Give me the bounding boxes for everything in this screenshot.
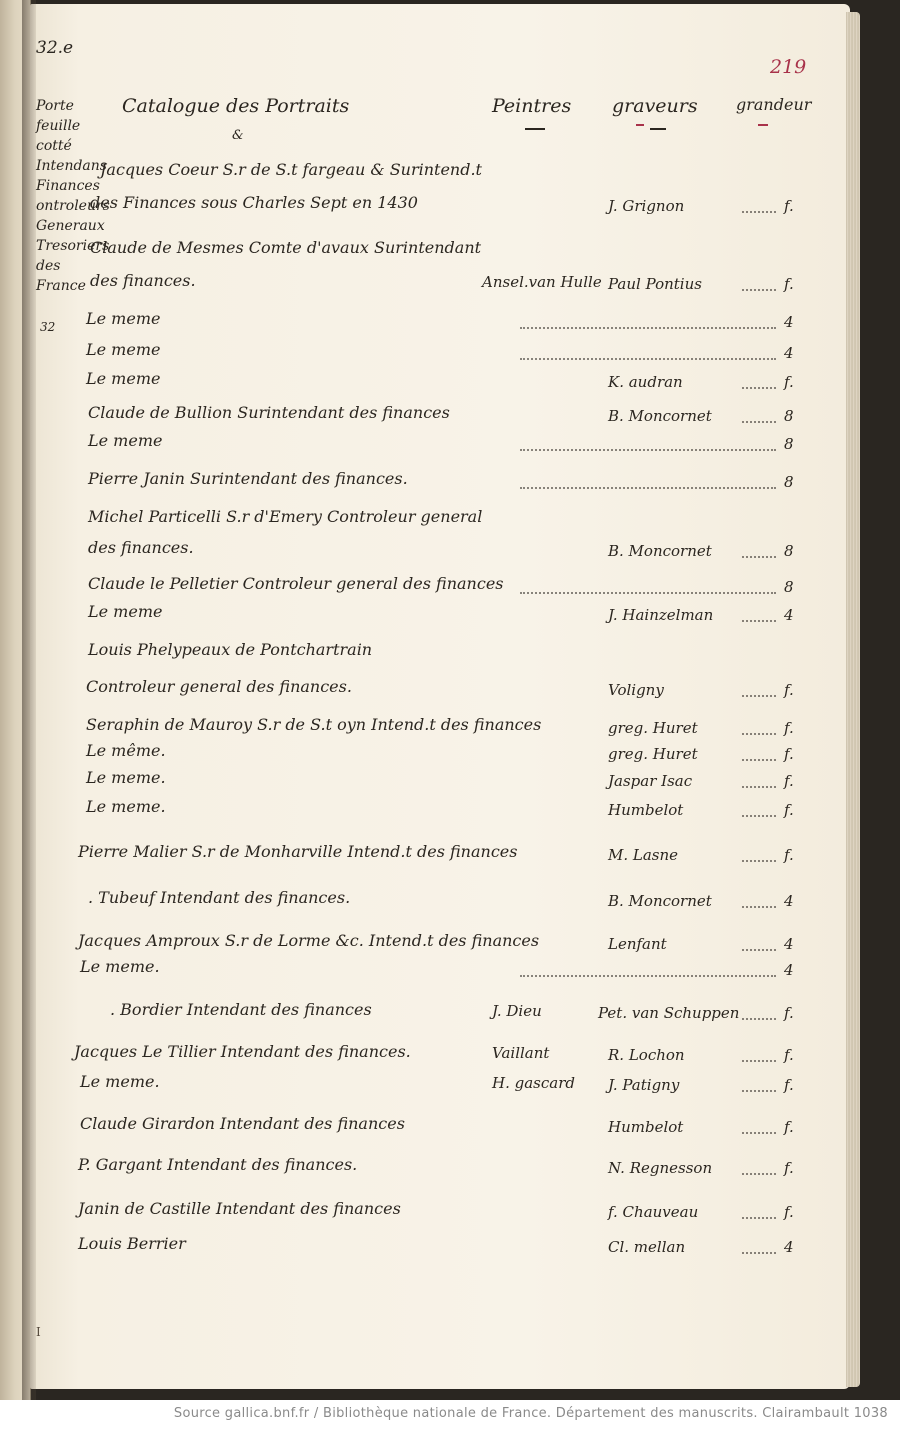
graveurs-underline-red [636,124,644,126]
leader-dots [742,860,776,862]
entry-engraver: Humbelot [608,1118,684,1136]
header-amp: & [232,128,244,143]
entry-size: f. [784,681,794,699]
leader-dots [742,1217,776,1219]
entry-engraver: J. Hainzelman [608,606,714,624]
entry-title: Le meme [86,309,161,328]
leader-dots [520,449,776,451]
header-graveurs: graveurs [612,95,698,117]
leader-dots [742,1018,776,1020]
folio-left: 32.e [36,38,74,58]
entry-title: Le meme [88,602,163,621]
leader-dots [520,487,776,489]
entry-title: . Bordier Intendant des finances [110,1000,372,1019]
entry-title: Le meme. [86,768,166,787]
entry-engraver: B. Moncornet [608,542,712,560]
entry-painter: H. gascard [492,1074,575,1092]
entry-size: 4 [784,892,794,910]
entry-engraver: Paul Pontius [608,275,702,293]
entry-engraver: Lenfant [608,935,667,953]
entry-title: Le même. [86,741,166,760]
entry-title: Le meme [88,431,163,450]
entry-size: f. [784,275,794,293]
entry-size: 4 [784,1238,794,1256]
entry-size: f. [784,1203,794,1221]
entry-title: Claude le Pelletier Controleur general des finances [88,574,504,593]
leader-dots [742,906,776,908]
leader-dots [742,421,776,423]
entry-size: 4 [784,961,794,979]
margin-number: 32 [40,320,56,334]
leader-dots [742,949,776,951]
entry-size: f. [784,1159,794,1177]
entry-title: Claude Girardon Intendant des finances [80,1114,405,1133]
header-peintres: Peintres [492,95,572,117]
entry-engraver: Voligny [608,681,664,699]
leader-dots [742,786,776,788]
leader-dots [742,387,776,389]
source-footer [0,1400,900,1430]
entry-size: 4 [784,344,794,362]
entry-engraver: Cl. mellan [608,1238,686,1256]
entry-size: f. [784,373,794,391]
entry-painter: J. Dieu [492,1002,542,1020]
entry-size: 8 [784,435,794,453]
entry-title: Louis Phelypeaux de Pontchartrain [88,640,373,659]
source-credit: Source gallica.bnf.fr / Bibliothèque nationale de France. Département des manuscrits. Clairambault 1038 [173,1406,888,1421]
leader-dots [742,556,776,558]
entry-size: 4 [784,313,794,331]
entry-engraver: J. Grignon [608,197,685,215]
folio-number: 219 [770,56,807,78]
leader-dots [742,759,776,761]
entry-title: Seraphin de Mauroy S.r de S.t oyn Intend.t des finances [86,715,542,734]
entry-size: 8 [784,578,794,596]
entry-size: f. [784,846,794,864]
header-grandeur: grandeur [736,95,812,114]
entry-title: Pierre Malier S.r de Monharville Intend.t des finances [78,842,518,861]
entry-size: f. [784,745,794,763]
entry-engraver: greg. Huret [608,719,698,737]
leader-dots [742,211,776,213]
entry-size: 4 [784,935,794,953]
leader-dots [742,1132,776,1134]
entry-title: Janin de Castille Intendant des finances [78,1199,401,1218]
entry-size: f. [784,801,794,819]
entry-title: des finances. [88,538,194,557]
entry-title: . Tubeuf Intendant des finances. [88,888,351,907]
entry-engraver: Jaspar Isac [608,772,693,790]
entry-engraver: Humbelot [608,801,684,819]
leader-dots [742,289,776,291]
entry-title: Michel Particelli S.r d'Emery Controleur general [88,507,483,526]
entry-size: 8 [784,407,794,425]
entry-engraver: B. Moncornet [608,892,712,910]
entry-title: Jacques Le Tillier Intendant des finances. [74,1042,411,1061]
entry-size: f. [784,772,794,790]
entry-title: Claude de Bullion Surintendant des finances [88,403,450,422]
entry-size: f. [784,719,794,737]
leader-dots [742,1252,776,1254]
page-stack-edge [846,12,860,1387]
binding-gutter [22,0,36,1400]
leader-dots [742,620,776,622]
entry-title: Pierre Janin Surintendant des finances. [88,469,408,488]
entry-engraver: B. Moncornet [608,407,712,425]
entry-title: Controleur general des finances. [86,677,352,696]
entry-engraver: R. Lochon [608,1046,685,1064]
leader-dots [742,695,776,697]
entry-size: f. [784,1004,794,1022]
leader-dots [520,327,776,329]
entry-title: Le meme. [86,797,166,816]
entry-title: P. Gargant Intendant des finances. [78,1155,358,1174]
margin-note: Porte feuille cotté Intendans Finances ontroleurs Generaux Tresoriers des France [36,98,110,294]
entry-title: Le meme. [80,957,160,976]
entry-title: Claude de Mesmes Comte d'avaux Surintendant [90,238,482,257]
leader-dots [742,815,776,817]
entry-title: Le meme [86,340,161,359]
entry-size: f. [784,1046,794,1064]
entry-size: 8 [784,473,794,491]
entry-size: f. [784,197,794,215]
entry-painter: Vaillant [492,1044,550,1062]
leader-dots [742,733,776,735]
entry-size: 8 [784,542,794,560]
entry-title: Le meme. [80,1072,160,1091]
leader-dots [742,1090,776,1092]
entry-engraver: K. audran [608,373,683,391]
entry-size: f. [784,1076,794,1094]
entry-title: Jacques Coeur S.r de S.t fargeau & Surintend.t [100,160,482,179]
corner-mark: I [36,1325,41,1339]
leader-dots [742,1173,776,1175]
leader-dots [520,975,776,977]
leader-dots [520,592,776,594]
entry-engraver: Pet. van Schuppen [598,1004,740,1022]
entry-size: f. [784,1118,794,1136]
entry-title: des Finances sous Charles Sept en 1430 [90,193,418,212]
entry-size: 4 [784,606,794,624]
peintres-underline [525,128,545,130]
entry-engraver: greg. Huret [608,745,698,763]
entry-engraver: f. Chauveau [608,1203,699,1221]
entry-title: Le meme [86,369,161,388]
entry-title: des finances. [90,271,196,290]
graveurs-underline [650,128,666,130]
leader-dots [520,358,776,360]
entry-painter: Ansel.van Hulle [482,273,602,291]
grandeur-underline-red [758,124,768,126]
entry-engraver: J. Patigny [608,1076,680,1094]
leader-dots [742,1060,776,1062]
entry-engraver: M. Lasne [608,846,679,864]
entry-engraver: N. Regnesson [608,1159,713,1177]
entry-title: Jacques Amproux S.r de Lorme &c. Intend.t des finances [78,931,540,950]
entry-title: Louis Berrier [78,1234,186,1253]
header-catalogue: Catalogue des Portraits [122,95,350,117]
